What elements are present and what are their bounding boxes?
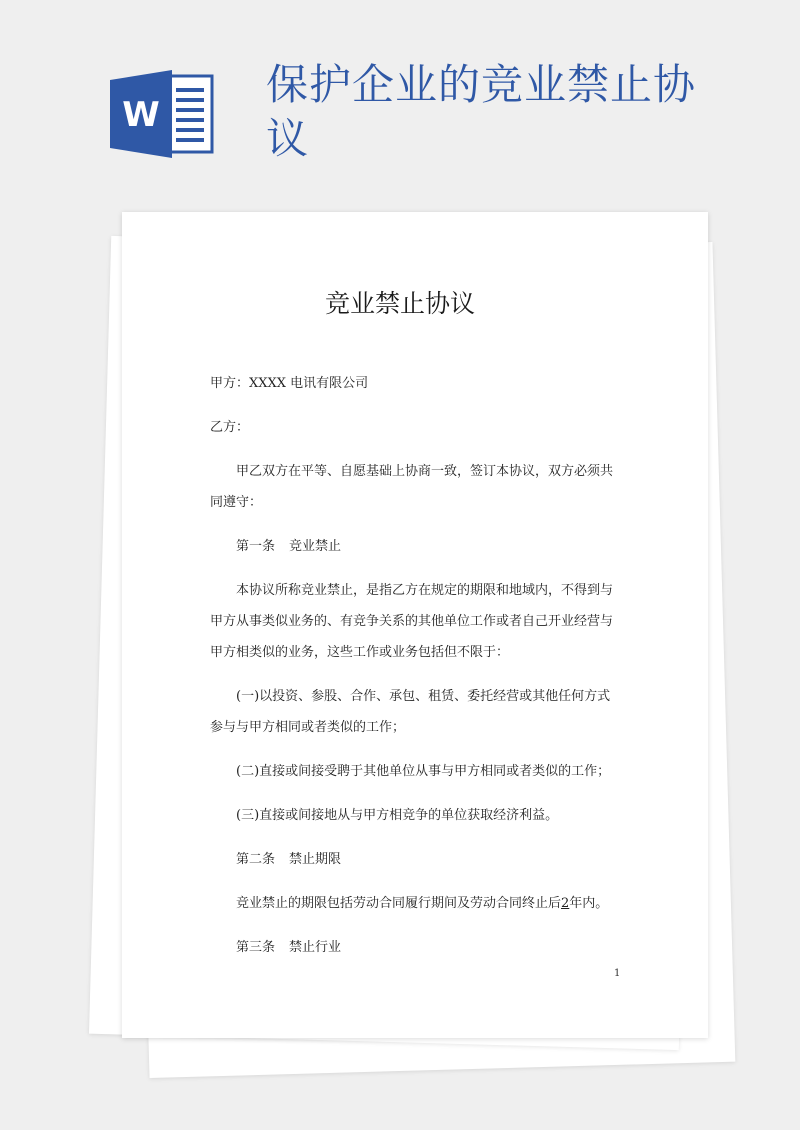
- article-2-title: 禁止期限: [289, 852, 342, 867]
- article-3-heading: [210, 932, 622, 963]
- document-title: 竞业禁止协议: [324, 289, 475, 318]
- page-number: 1: [614, 968, 621, 979]
- article-1-body: 本协议所称竞业禁止，是指乙方在规定的期限和地域内，不得到与甲方从事类似业务的、有竞争关系的其他单位工作或者自己开业经营与甲方相类似的业务，这些工作或业务包括但不限于：: [210, 583, 614, 660]
- article-1-number: 第一条: [236, 539, 276, 554]
- article-1-item-3: (三)直接或间接地从与甲方相竞争的单位获取经济利益。: [236, 808, 559, 823]
- party-a-line: 甲方：XXXX 电讯有限公司: [210, 376, 369, 391]
- page-title: 保护企业的竞业禁止协议: [266, 60, 697, 163]
- article-2-body-end: 年内。: [569, 896, 609, 911]
- article-3-title: 禁止行业: [289, 940, 342, 955]
- document-body: [210, 368, 622, 976]
- article-1-heading: [210, 531, 622, 562]
- word-logo-letter: W: [122, 95, 160, 135]
- intro-paragraph: 甲乙双方在平等、自愿基础上协商一致，签订本协议，双方必须共同遵守：: [210, 464, 614, 510]
- article-1-item-1: (一)以投资、参股、合作、承包、租赁、委托经营或其他任何方式参与与甲方相同或者类似的工作；: [210, 689, 611, 735]
- article-2-body: [210, 888, 622, 919]
- article-2-heading: [210, 844, 622, 875]
- word-document-icon: [110, 70, 214, 158]
- article-2-body-start: 竞业禁止的期限包括劳动合同履行期间及劳动合同终止后: [236, 896, 562, 911]
- article-1-title: 竞业禁止: [289, 539, 342, 554]
- article-1-item-2: (二)直接或间接受聘于其他单位从事与甲方相同或者类似的工作；: [236, 764, 611, 779]
- article-3-number: 第三条: [236, 940, 276, 955]
- article-2-years: 2: [561, 896, 570, 911]
- article-2-number: 第二条: [236, 852, 276, 867]
- party-b-line: 乙方：: [210, 420, 250, 435]
